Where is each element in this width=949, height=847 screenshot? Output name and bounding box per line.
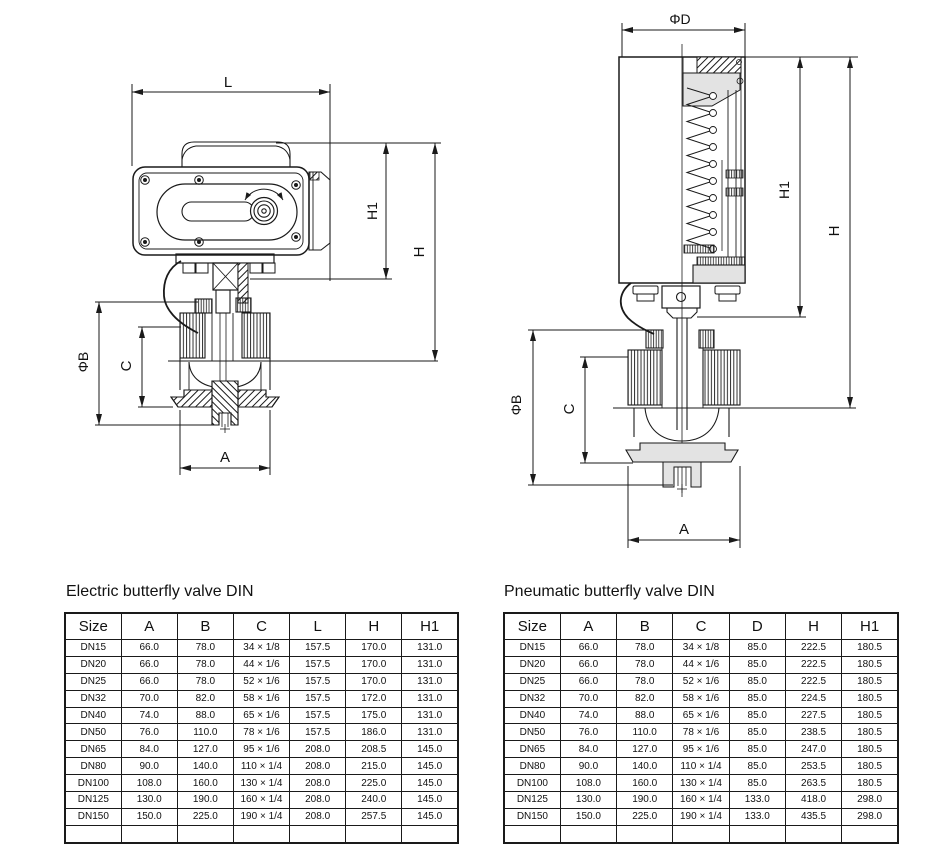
table-cell: 215.0	[346, 758, 402, 775]
table-cell	[504, 825, 560, 842]
table-cell: 110 × 1/4	[233, 758, 289, 775]
table-cell: DN50	[65, 724, 121, 741]
table-cell: 180.5	[842, 724, 898, 741]
threaded-body	[703, 350, 740, 405]
table-cell: DN80	[504, 758, 560, 775]
electric-table-header	[65, 613, 458, 640]
dimension-A-pneumatic	[628, 466, 740, 548]
table-cell: 175.0	[346, 707, 402, 724]
table-cell: 133.0	[729, 792, 785, 809]
column-header: H	[346, 613, 402, 640]
table-row	[504, 690, 898, 707]
table-cell: 74.0	[121, 707, 177, 724]
table-cell: 160 × 1/4	[673, 792, 729, 809]
table-cell: DN65	[504, 741, 560, 758]
table-cell: 157.5	[290, 707, 346, 724]
dimension-C-electric	[118, 327, 181, 407]
table-cell: 78 × 1/6	[673, 724, 729, 741]
table-cell: 225.0	[617, 808, 673, 825]
table-cell: 78.0	[617, 656, 673, 673]
table-row	[504, 808, 898, 825]
table-cell: DN20	[504, 656, 560, 673]
table-cell: 76.0	[121, 724, 177, 741]
pneumatic-valve-body	[613, 330, 856, 493]
electric-table-body	[65, 640, 458, 843]
table-cell: 186.0	[346, 724, 402, 741]
table-cell: 208.0	[290, 758, 346, 775]
table-cell: 66.0	[121, 640, 177, 657]
table-cell: 34 × 1/8	[673, 640, 729, 657]
threaded-body	[242, 313, 270, 358]
table-cell: DN25	[65, 673, 121, 690]
table-cell	[673, 825, 729, 842]
table-cell: 145.0	[402, 758, 458, 775]
table-cell: 110.0	[617, 724, 673, 741]
table-cell: 65 × 1/6	[233, 707, 289, 724]
table-row	[504, 741, 898, 758]
table-row	[504, 656, 898, 673]
table-cell	[233, 825, 289, 842]
dim-label-C: C	[118, 360, 135, 372]
table-cell: 78.0	[617, 640, 673, 657]
table-row	[65, 724, 458, 741]
table-cell: 140.0	[617, 758, 673, 775]
table-cell: 145.0	[402, 775, 458, 792]
table-cell: 224.5	[785, 690, 841, 707]
table-cell: 435.5	[785, 808, 841, 825]
dimension-C-pneumatic	[561, 357, 633, 463]
table-cell: 85.0	[729, 656, 785, 673]
table-cell: 65 × 1/6	[673, 707, 729, 724]
table-cell: 263.5	[785, 775, 841, 792]
table-cell: 66.0	[560, 673, 616, 690]
clamp-wire	[621, 283, 654, 334]
dim-label-phiB: ΦB	[75, 351, 91, 373]
table-cell: DN20	[65, 656, 121, 673]
flange	[626, 443, 738, 462]
table-cell: 298.0	[842, 808, 898, 825]
table-row	[65, 690, 458, 707]
table-cell: 222.5	[785, 656, 841, 673]
electric-valve-body	[168, 298, 438, 433]
table-cell: DN15	[65, 640, 121, 657]
knurled-nut	[699, 330, 714, 348]
threaded-body	[180, 313, 205, 358]
table-cell: DN125	[504, 792, 560, 809]
column-header: C	[673, 613, 729, 640]
knurled-nut	[195, 299, 212, 313]
table-cell: DN25	[504, 673, 560, 690]
table-cell	[402, 825, 458, 842]
table-cell: DN40	[65, 707, 121, 724]
table-cell: 76.0	[560, 724, 616, 741]
column-header: H1	[402, 613, 458, 640]
table-cell: 85.0	[729, 775, 785, 792]
table-cell: 150.0	[560, 808, 616, 825]
table-cell	[617, 825, 673, 842]
electric-valve-drawing	[75, 74, 441, 475]
table-cell: 78.0	[177, 640, 233, 657]
table-cell: 208.5	[346, 741, 402, 758]
table-cell: 180.5	[842, 775, 898, 792]
table-cell: 66.0	[121, 673, 177, 690]
table-cell: 253.5	[785, 758, 841, 775]
table-cell: 108.0	[560, 775, 616, 792]
knurled-nut	[236, 298, 251, 312]
column-header: B	[177, 613, 233, 640]
table-cell: 130 × 1/4	[233, 775, 289, 792]
table-cell	[560, 825, 616, 842]
pneumatic-valve-drawing	[508, 11, 858, 548]
table-cell: 170.0	[346, 673, 402, 690]
table-cell: 44 × 1/6	[673, 656, 729, 673]
table-row	[504, 825, 898, 842]
table-cell: 131.0	[402, 724, 458, 741]
dim-label-A: A	[678, 521, 690, 538]
dim-label-A: A	[219, 449, 231, 466]
table-cell: 180.5	[842, 640, 898, 657]
table-cell: 88.0	[617, 707, 673, 724]
table-cell: 85.0	[729, 724, 785, 741]
table-cell: 85.0	[729, 690, 785, 707]
table-cell: 127.0	[177, 741, 233, 758]
table-cell: 85.0	[729, 707, 785, 724]
table-cell: 145.0	[402, 792, 458, 809]
pneumatic-dimensions-table	[503, 612, 899, 844]
table-cell: DN40	[504, 707, 560, 724]
table-cell: DN150	[65, 808, 121, 825]
table-cell: 157.5	[290, 673, 346, 690]
column-header: A	[560, 613, 616, 640]
table-cell: 85.0	[729, 673, 785, 690]
table-cell: 160 × 1/4	[233, 792, 289, 809]
table-cell: 74.0	[560, 707, 616, 724]
table-cell: DN50	[504, 724, 560, 741]
position-indicator-knob	[251, 198, 278, 225]
table-cell: 180.5	[842, 707, 898, 724]
spring-seat	[684, 245, 714, 253]
table-cell: 88.0	[177, 707, 233, 724]
table-cell: 66.0	[560, 656, 616, 673]
table-cell: DN15	[504, 640, 560, 657]
table-cell	[785, 825, 841, 842]
dimension-H1-H-electric	[250, 143, 441, 361]
table-cell: 225.0	[177, 808, 233, 825]
table-cell: 90.0	[121, 758, 177, 775]
table-cell	[842, 825, 898, 842]
threaded-body	[628, 350, 662, 405]
dim-label-H1: H1	[364, 202, 380, 220]
table-row	[65, 741, 458, 758]
dim-label-H: H	[826, 225, 843, 237]
pneumatic-actuator	[619, 44, 745, 497]
table-cell: 157.5	[290, 640, 346, 657]
table-cell: DN32	[65, 690, 121, 707]
column-header: D	[729, 613, 785, 640]
table-row	[65, 707, 458, 724]
table-cell: 78.0	[617, 673, 673, 690]
table-cell: 208.0	[290, 775, 346, 792]
indicator-slot	[182, 202, 254, 221]
table-cell: 108.0	[121, 775, 177, 792]
table-cell: DN125	[65, 792, 121, 809]
column-header: H	[785, 613, 841, 640]
spring	[687, 88, 713, 249]
table-cell: 180.5	[842, 741, 898, 758]
hub-section	[212, 381, 238, 425]
table-row	[504, 758, 898, 775]
table-cell: 130 × 1/4	[673, 775, 729, 792]
dim-label-L: L	[223, 74, 233, 91]
table-cell: 227.5	[785, 707, 841, 724]
table-cell: 85.0	[729, 640, 785, 657]
table-cell	[729, 825, 785, 842]
table-cell: 247.0	[785, 741, 841, 758]
table-cell: 95 × 1/6	[233, 741, 289, 758]
header-row	[65, 613, 458, 640]
table-row	[65, 656, 458, 673]
dimension-A-electric	[180, 410, 270, 475]
table-cell: 160.0	[177, 775, 233, 792]
table-cell: 82.0	[617, 690, 673, 707]
electric-table-title: Electric butterfly valve DIN	[66, 583, 254, 600]
table-cell: 225.0	[346, 775, 402, 792]
table-row	[65, 808, 458, 825]
table-cell: 180.5	[842, 690, 898, 707]
table-cell: 222.5	[785, 640, 841, 657]
actuator-side-box	[309, 172, 330, 250]
table-cell: 150.0	[121, 808, 177, 825]
table-cell: 145.0	[402, 741, 458, 758]
valve-stem	[216, 290, 230, 313]
column-header: Size	[504, 613, 560, 640]
table-cell: 140.0	[177, 758, 233, 775]
pneumatic-table-body	[504, 640, 898, 843]
table-cell: 190 × 1/4	[673, 808, 729, 825]
table-cell: 157.5	[290, 724, 346, 741]
table-cell: 85.0	[729, 741, 785, 758]
table-cell: 84.0	[560, 741, 616, 758]
table-cell: 70.0	[121, 690, 177, 707]
table-cell: 208.0	[290, 808, 346, 825]
table-cell: 170.0	[346, 640, 402, 657]
column-header: H1	[842, 613, 898, 640]
dimension-phiD	[622, 11, 745, 57]
table-cell: 90.0	[560, 758, 616, 775]
table-cell: 131.0	[402, 656, 458, 673]
table-cell: 130.0	[121, 792, 177, 809]
table-cell: 66.0	[560, 640, 616, 657]
table-row	[65, 758, 458, 775]
table-cell: 238.5	[785, 724, 841, 741]
bracket-bolts	[183, 263, 275, 273]
table-cell: 131.0	[402, 707, 458, 724]
bracket-bolts	[633, 286, 740, 301]
table-cell: 190.0	[617, 792, 673, 809]
table-cell: 180.5	[842, 758, 898, 775]
table-cell: 160.0	[617, 775, 673, 792]
table-cell: 78 × 1/6	[233, 724, 289, 741]
table-row	[65, 775, 458, 792]
table-row	[504, 707, 898, 724]
table-cell: 180.5	[842, 673, 898, 690]
column-header: L	[290, 613, 346, 640]
dim-label-phiB: ΦB	[508, 394, 524, 416]
table-cell: 110.0	[177, 724, 233, 741]
table-cell	[65, 825, 121, 842]
table-cell: 52 × 1/6	[673, 673, 729, 690]
table-cell: 78.0	[177, 656, 233, 673]
table-cell: 58 × 1/6	[233, 690, 289, 707]
spring-coil-sections	[710, 93, 717, 253]
column-header: B	[617, 613, 673, 640]
cylinder-cap-section	[697, 57, 741, 73]
table-row	[65, 673, 458, 690]
table-cell: 180.5	[842, 656, 898, 673]
table-cell	[290, 825, 346, 842]
table-cell: 298.0	[842, 792, 898, 809]
table-cell: 208.0	[290, 741, 346, 758]
table-row	[65, 825, 458, 842]
pneumatic-table-header	[504, 613, 898, 640]
table-cell: 52 × 1/6	[233, 673, 289, 690]
table-cell: 130.0	[560, 792, 616, 809]
table-cell: 34 × 1/8	[233, 640, 289, 657]
table-cell: 172.0	[346, 690, 402, 707]
stem-coupling	[662, 286, 700, 308]
table-cell: 133.0	[729, 808, 785, 825]
table-row	[504, 775, 898, 792]
table-cell: 85.0	[729, 758, 785, 775]
table-cell: 70.0	[560, 690, 616, 707]
table-cell: 240.0	[346, 792, 402, 809]
dim-label-H1: H1	[776, 181, 792, 199]
table-cell: DN65	[65, 741, 121, 758]
table-cell: 58 × 1/6	[673, 690, 729, 707]
dim-label-phiD: ΦD	[669, 11, 691, 27]
table-cell: 84.0	[121, 741, 177, 758]
table-row	[504, 673, 898, 690]
cylinder-base-block	[693, 265, 745, 283]
dim-label-C: C	[561, 403, 578, 415]
table-cell: 131.0	[402, 690, 458, 707]
table-cell: 82.0	[177, 690, 233, 707]
table-cell	[346, 825, 402, 842]
table-row	[504, 724, 898, 741]
table-cell: 157.5	[290, 656, 346, 673]
table-cell: 190.0	[177, 792, 233, 809]
table-cell: 418.0	[785, 792, 841, 809]
table-cell: 208.0	[290, 792, 346, 809]
knurled-nut	[646, 330, 663, 348]
electric-dimensions-table	[64, 612, 459, 844]
table-cell: 44 × 1/6	[233, 656, 289, 673]
actuator-housing	[133, 167, 309, 255]
table-cell: 145.0	[402, 808, 458, 825]
table-cell: 127.0	[617, 741, 673, 758]
table-cell: 222.5	[785, 673, 841, 690]
column-header: Size	[65, 613, 121, 640]
table-cell: 170.0	[346, 656, 402, 673]
table-row	[65, 792, 458, 809]
table-row	[65, 640, 458, 657]
dimension-L	[132, 74, 330, 281]
table-cell: 131.0	[402, 673, 458, 690]
table-cell: 157.5	[290, 690, 346, 707]
table-cell	[177, 825, 233, 842]
table-cell: 190 × 1/4	[233, 808, 289, 825]
header-row	[504, 613, 898, 640]
table-cell: DN100	[504, 775, 560, 792]
table-cell: 110 × 1/4	[673, 758, 729, 775]
dim-label-H: H	[411, 246, 428, 258]
table-cell: DN100	[65, 775, 121, 792]
electric-actuator	[133, 142, 330, 333]
table-cell: DN80	[65, 758, 121, 775]
table-cell: 66.0	[121, 656, 177, 673]
table-row	[504, 640, 898, 657]
table-cell: DN32	[504, 690, 560, 707]
table-cell: 78.0	[177, 673, 233, 690]
table-row	[504, 792, 898, 809]
table-cell: 131.0	[402, 640, 458, 657]
pneumatic-table-title: Pneumatic butterfly valve DIN	[504, 583, 715, 600]
table-cell: 95 × 1/6	[673, 741, 729, 758]
table-cell	[121, 825, 177, 842]
column-header: A	[121, 613, 177, 640]
table-cell: DN150	[504, 808, 560, 825]
table-cell: 257.5	[346, 808, 402, 825]
column-header: C	[233, 613, 289, 640]
